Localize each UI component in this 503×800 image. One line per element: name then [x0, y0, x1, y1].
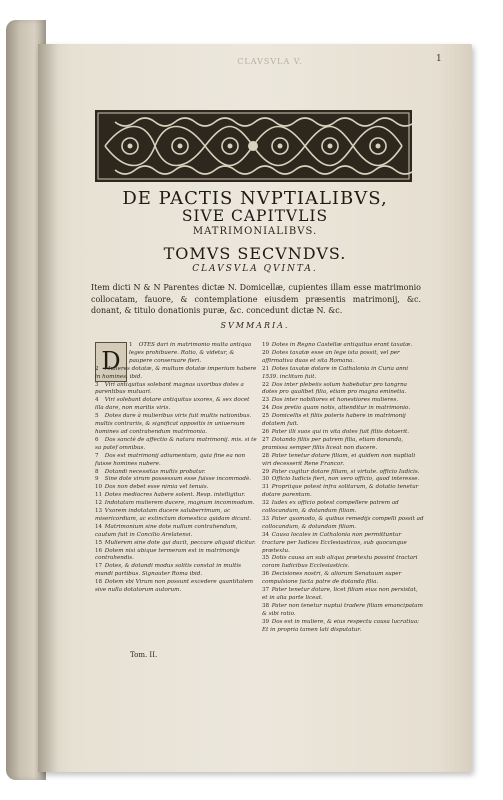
summary-item-text: Dotes mediocres habere solent. Resp. intelligitur. — [103, 492, 246, 499]
summary-item-text: Viri antiquitus solebant magnas uxoribus dotes a parentibus mutuari. — [95, 381, 244, 396]
clause-heading: CLAVSVLA QVINTA. — [192, 264, 318, 274]
page-gutter-shadow — [38, 44, 58, 772]
summary-item — [95, 548, 257, 564]
summary-item-number: 23 — [262, 397, 270, 404]
summary-item — [262, 587, 424, 603]
title-line-2: SIVE CAPITVLIS — [181, 207, 329, 225]
summary-item-number: 13 — [95, 508, 103, 515]
summary-item-text: Iudex ex officio potest compellere patrem ad collocandum, & dotandum filiam. — [262, 500, 399, 515]
summary-item-text: Dotes, & dotandi modus solitis constat in multis mundi partibus. Signauter Roma ibid. — [95, 563, 242, 578]
summary-item — [95, 453, 257, 469]
summary-item-number: 28 — [262, 452, 270, 459]
summary-item-number: 14 — [95, 523, 103, 530]
summary-item — [262, 397, 424, 405]
summary-item — [262, 366, 424, 382]
summary-item-text: OTES dari in matrimonio multa antiqua leges prohibuere. Ratio, & videtur, & paupere conseruare fieri. — [129, 342, 252, 364]
summary-item-text: Dos inter nobiliores et honestiores mulieres. — [270, 397, 399, 404]
summary-item-number: 35 — [262, 555, 270, 562]
summary-item-text: Matrimonium sine dote nullum contrahendum, cautum fuit in Concilio Arelatensi. — [95, 523, 238, 538]
summary-item-text: Dos inter plebeiis solum habebatur pro tangrna dotes pro qualibet filia, etiam pro magna eminetia. — [262, 381, 408, 396]
summary-item — [262, 532, 424, 556]
summary-item — [95, 413, 257, 437]
summary-item-text: Dotem nisi ubique termeram est in matrimonijs contrahendis. — [95, 547, 240, 562]
summary-item-text: Dos est matrimonij adiumentum, quia fine ea non fuisse homines nubere. — [95, 452, 246, 467]
summary-item — [262, 382, 424, 398]
summary-item-number: 11 — [95, 492, 103, 499]
ornamental-headpiece — [95, 110, 412, 182]
summary-item — [262, 619, 424, 635]
summary-item-text: Dos pretio quam notis, attenditur in matrimonio. — [270, 405, 411, 412]
summary-item — [95, 524, 257, 540]
title-line-3: MATRIMONIALIBVS. — [192, 226, 318, 237]
summary-item-number: 16 — [95, 547, 103, 554]
summary-item-number: 27 — [262, 436, 270, 443]
tome-heading: TOMVS SECVNDVS. — [163, 244, 347, 263]
summary-item — [95, 476, 257, 484]
summary-item-number: 8 — [95, 468, 99, 475]
summary-item — [95, 508, 257, 524]
summary-item-text: Dotes taxatæ dotare in Cathalonia in Curia anni 1539. inclitum fuit. — [262, 365, 409, 380]
summary-item-number: 26 — [262, 428, 270, 435]
summary-item-number: 38 — [262, 602, 270, 609]
title-line-1: DE PACTIS NVPTIALIBVS, — [122, 188, 388, 209]
summary-item-number: 1 — [129, 342, 133, 348]
summary-item — [95, 437, 257, 453]
summary-item-text: Pater cogitur dotare filiam, si virtute. officio Iudicis. — [270, 468, 420, 475]
summary-item — [262, 500, 424, 516]
summary-item-text: Causa locales in Cathalonia non permittuntur tractare per Iudices Ecclesiasticos, sub quocunque prætextu. — [262, 531, 407, 554]
summary-item-text: Dos est in muliere, & eius respectu causa lucratiua: Et in propria tamen lati disputatur. — [262, 618, 420, 633]
summary-item-text: Propriique potest infra solitarum, & dotatio tenetur dotare parentum. — [262, 484, 419, 499]
summary-item-number: 9 — [95, 476, 99, 483]
summary-item-number: 5 — [95, 413, 99, 420]
summary-item — [262, 342, 424, 350]
summary-item-number: 30 — [262, 476, 270, 483]
summary-item-text: Pater tenetur dotare filiam, ei quidem non nuptiali viri decesserit Rene Francor. — [262, 452, 416, 467]
summary-item-text: Sine dote virum possessum esse fuisse incommodè. — [103, 476, 252, 483]
summary-item-number: 2 — [95, 365, 99, 372]
summary-item-text: Dotes dare à mulieribus viris fuit multis nationibus. multis contrariis, & significat oppositis in uniuersum homines ad contrahendum matrimonia. — [95, 413, 252, 435]
summary-item-text: Dotes in Regno Castellæ antiquitus erant taxatæ. — [270, 342, 413, 348]
summary-item — [262, 429, 424, 437]
summary-item-text: Indotatam mulierem ducere, magnum incommodum. — [103, 500, 255, 507]
summary-item — [95, 563, 257, 579]
summary-item-text: Pater non tenetur nuptui tradere filiam emancipatam & sibi ratio. — [262, 602, 423, 617]
summary-item — [262, 516, 424, 532]
running-head: CLAVSVLA V. — [237, 57, 303, 66]
summary-item-number: 36 — [262, 571, 270, 578]
summary-item-number: 21 — [262, 365, 270, 372]
summary-item-number: 39 — [262, 618, 270, 625]
summary-item-number: 32 — [262, 500, 270, 507]
summary-item-number: 4 — [95, 397, 99, 404]
summary-column-right — [262, 342, 424, 635]
summary-item-number: 17 — [95, 563, 103, 570]
summary-item-text: Dotando filiis per patrem filia, etiam donanda, pramissa semper filiis liceat non ducere. — [262, 436, 404, 451]
folio-number: 1 — [436, 54, 442, 64]
summary-item — [95, 342, 257, 366]
summary-item-number: 18 — [95, 579, 103, 586]
summary-item-text: Dotandi necessitas multis probatur. — [103, 468, 206, 475]
intro-paragraph: Item dicti N & N Parentes dictæ N. Domicellæ, cupientes illam esse matrimonio collocatam, fauore, & contemplatione eiusdem præsentis matrimonij, &c. donant, & titulo donationis puræ, &c. concedunt dictæ N. &c. — [91, 283, 421, 315]
drop-cap-letter: D — [101, 347, 121, 375]
summary-item — [95, 492, 257, 500]
summary-item — [95, 366, 257, 382]
summary-item-number: 22 — [262, 381, 270, 388]
summary-item-number: 3 — [95, 381, 99, 388]
summaria-heading: SVMMARIA. — [220, 321, 290, 330]
summary-item-text: Pater illi suos qui in vita dotes fuit filiis dotaerit. — [270, 428, 410, 435]
summary-item-number: 12 — [95, 500, 103, 507]
summary-item-text: Viri solebant dotare antiquitus uxores, & sex docet illa dare, non maritis viris. — [95, 397, 250, 412]
summary-item — [262, 603, 424, 619]
summary-item-text: Dotem vbi Virum non possunt excedere quantitatem sive nulla dotatorum autorum. — [95, 579, 254, 594]
summary-item — [95, 540, 257, 548]
summary-item — [262, 476, 424, 484]
summary-item-text: Pater quomodo, & quibus remedijs compelli possit ad collocandum, & dotandam filiam. — [262, 515, 424, 530]
summary-item-number: 31 — [262, 484, 270, 491]
summary-item-text: Mulieres dotatæ, & multum dotatæ imperium habere in homines. ibid. — [95, 365, 257, 380]
summary-item-text: Dos sanctè de affectio & natura matrimonij. mis. si te sa patef omnibus. — [95, 436, 257, 451]
summary-item — [262, 453, 424, 469]
summary-item — [262, 437, 424, 453]
summary-item-number: 10 — [95, 484, 103, 491]
summary-item-text: Officio Iudicis fieri, non vero officio, quod interesse. — [270, 476, 420, 483]
summary-item-number: 29 — [262, 468, 270, 475]
summary-item — [95, 382, 257, 398]
summary-item-number: 37 — [262, 587, 270, 594]
summary-item — [262, 350, 424, 366]
summary-item — [95, 397, 257, 413]
summary-item-number: 19 — [262, 342, 270, 348]
summary-item — [262, 555, 424, 571]
summary-item-text: Dotes taxatæ esse an lege ista possit, vel per affirmativa duas et sita Romana. — [262, 349, 400, 364]
summary-item-text: Mulierem sine dote qui ducit, peccare aliquid dicitur. — [103, 539, 256, 546]
summary-item-text: Dos non debet esse nimia vel tenuis. — [103, 484, 209, 491]
summary-item-number: 7 — [95, 452, 99, 459]
summary-item-text: Decisiones nostri, & aliorum Senatuum super compulsione facta patre de dotanda filia. — [262, 571, 402, 586]
summary-item — [262, 469, 424, 477]
summary-item-number: 6 — [95, 436, 99, 443]
summary-item-number: 20 — [262, 349, 270, 356]
summary-item — [262, 413, 424, 429]
summary-item-text: Domicellis et filiis poteris habere in matrimonij dotatem fuit. — [262, 413, 406, 428]
summary-item-text: Pater tenetur dotare, licet filiam eius non persistat, et in alia parte liceat. — [262, 587, 418, 601]
summary-item-text: Vxorem indotatam ducere saluberrimum, ac misericordiam, ac extinctum domestica quidam dicunt. — [95, 508, 252, 522]
summary-column-left — [95, 342, 257, 595]
summary-item-number: 34 — [262, 531, 270, 538]
summary-item — [95, 484, 257, 492]
signature-mark: Tom. II. — [130, 651, 158, 659]
summary-item — [262, 405, 424, 413]
summary-item-text: Dotis causa an sub aliqua prætextu possint tractari coram Iudicibus Ecclesiasticis. — [262, 555, 418, 570]
summary-item — [262, 484, 424, 500]
summary-item-number: 33 — [262, 515, 270, 522]
summary-item-number: 24 — [262, 405, 270, 412]
summary-item — [262, 571, 424, 587]
summary-item-number: 25 — [262, 413, 270, 420]
summary-item-number: 15 — [95, 539, 103, 546]
summary-item — [95, 579, 257, 595]
summary-item — [95, 500, 257, 508]
